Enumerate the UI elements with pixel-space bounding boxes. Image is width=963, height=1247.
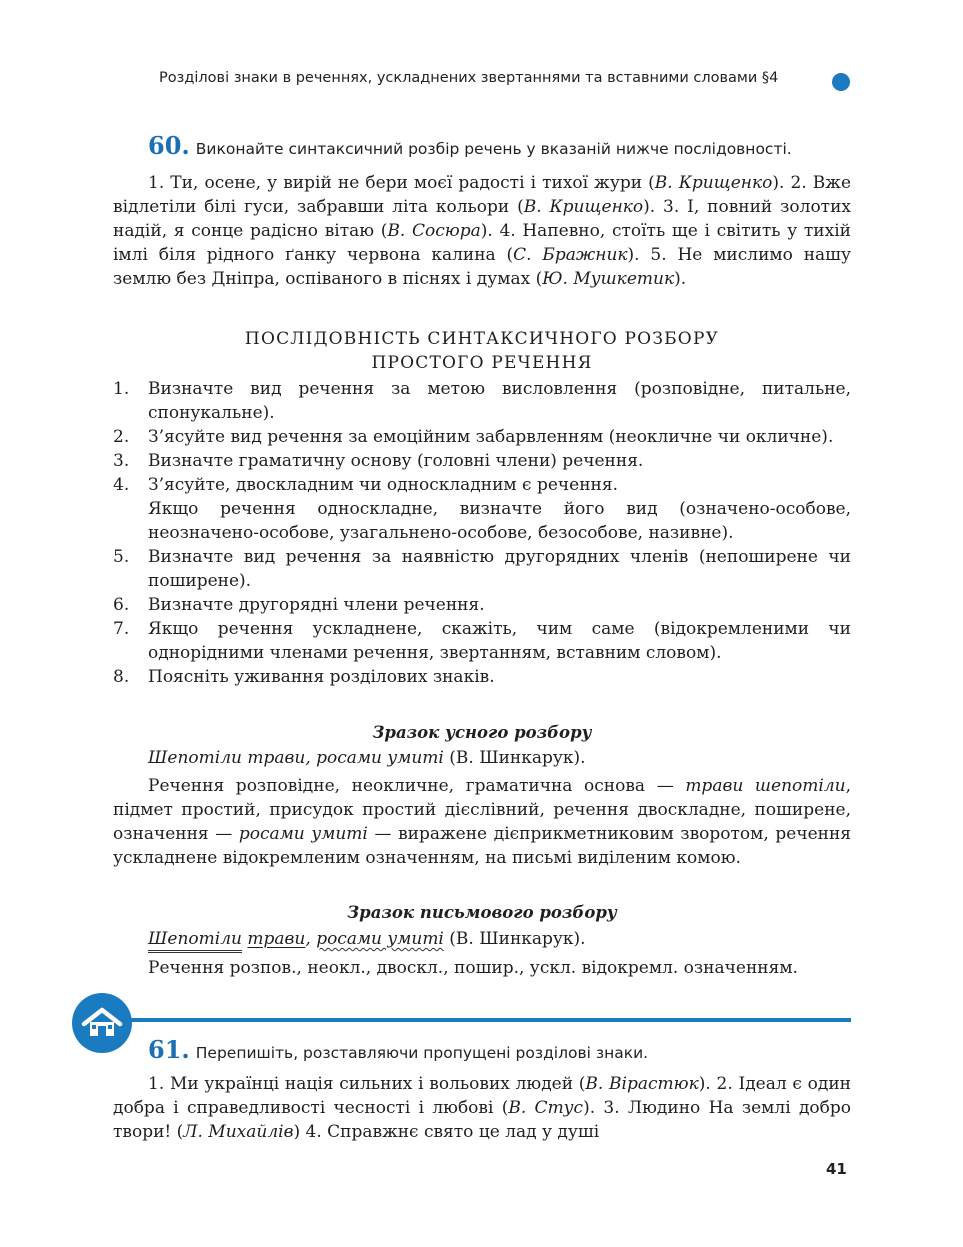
written-sample-heading: Зразок письмового розбору: [347, 903, 617, 922]
step-number: 8.: [113, 667, 130, 687]
step-number: 1.: [113, 379, 130, 399]
oral-sample-sentence-line: [148, 748, 586, 768]
text-run: ) 4. Справжнє свято це лад у душі: [293, 1122, 600, 1142]
subject-single-underline: трави: [247, 929, 306, 949]
exercise-number: 60.: [148, 131, 190, 160]
homework-badge: [72, 993, 132, 1053]
exercise-instruction: Виконайте синтаксичний розбір речень у вказаній нижче послідовності.: [195, 140, 792, 158]
text-run: 1. Ти, осене, у вирій не бери моєї радості і тихої жури (: [148, 173, 655, 193]
exercise-60-title: [148, 131, 792, 160]
italic-run: В. Стус: [508, 1098, 584, 1118]
step-number: 2.: [113, 427, 130, 447]
exercise-60-text: [113, 171, 851, 291]
italic-run: трави шепотіли: [685, 776, 846, 796]
italic-run: В. Вірастюк: [585, 1074, 699, 1094]
text-run: ). 3. І, повний золотих надій, я сонце радісно вітаю (: [113, 197, 851, 241]
sequence-title-line-2: ПРОСТОГО РЕЧЕННЯ: [371, 353, 593, 373]
analysis-step: [113, 473, 851, 545]
oral-sample-author: (В. Шинкарук).: [443, 748, 586, 768]
text-run: ). 4. Напевно, стоїть ще і світить у тихій імлі біля рідного ґанку червона калина (: [113, 221, 851, 265]
exercise-61-text: [113, 1072, 851, 1144]
analysis-step: [113, 593, 851, 617]
section-dot-icon: [832, 73, 850, 91]
step-number: 5.: [113, 547, 130, 567]
written-sample-sentence-line: [148, 929, 586, 949]
italic-run: С. Бражник: [513, 245, 628, 265]
italic-run: Ю. Мушкетик: [542, 269, 675, 289]
text-run: ).: [674, 269, 687, 289]
attribute-wavy-underline: росами умиті: [316, 929, 444, 949]
text-run: Речення розповідне, неокличне, граматична основа —: [148, 776, 686, 796]
text-run: , підмет простий, присудок простий дієслівний, речення двоскладне, поширене, означення —: [113, 776, 851, 844]
written-sample-author: (В. Шинкарук).: [443, 929, 586, 949]
italic-run: В. Крищенко: [523, 197, 644, 217]
written-sample-summary: Речення розпов., неокл., двоскл., пошир., ускл. відокремл. означенням.: [148, 958, 798, 978]
exercise-61-title: [148, 1035, 648, 1064]
analysis-steps-list: [113, 377, 851, 689]
step-number: 4.: [113, 475, 130, 495]
homework-divider: [113, 1018, 851, 1022]
analysis-step: [113, 665, 851, 689]
text-run: 1. Ми українці нація сильних і вольових людей (: [148, 1074, 586, 1094]
text-run: ). 2. Ідеал є один добра і справедливості чесності і любові (: [113, 1074, 852, 1118]
analysis-step: [113, 377, 851, 425]
text-run: ). 5. Не мислимо нашу землю без Дніпра, оспіваного в піснях і думах (: [113, 245, 851, 289]
predicate-double-underline: Шепотіли: [148, 929, 242, 953]
italic-run: В. Крищенко: [654, 173, 773, 193]
step-text: Поясніть уживання розділових знаків.: [148, 667, 495, 687]
text-run: ). 3. Людино На землі добро твори! (: [113, 1098, 851, 1142]
exercise-number: 61.: [148, 1035, 190, 1064]
italic-run: росами умиті: [238, 824, 368, 844]
sequence-title-line-1: ПОСЛІДОВНІСТЬ СИНТАКСИЧНОГО РОЗБОРУ: [244, 329, 720, 349]
step-text: З’ясуйте, двоскладним чи односкладним є речення.: [148, 475, 618, 495]
home-icon: [72, 993, 132, 1053]
step-text: Визначте вид речення за наявністю другорядних членів (непоширене чи поширене).: [148, 547, 851, 591]
text-run: — виражене дієприкметниковим зворотом, речення ускладнене відокремленим означенням, на письмі виділеним комою.: [113, 824, 852, 868]
step-text: Визначте вид речення за метою висловлення (розповідне, питальне, спонукальне).: [148, 379, 851, 423]
step-number: 6.: [113, 595, 130, 615]
step-text: Визначте другорядні члени речення.: [148, 595, 485, 615]
step-number: 7.: [113, 619, 130, 639]
italic-run: В. Сосюра: [387, 221, 481, 241]
oral-sample-sentence: Шепотіли трави, росами умиті: [148, 748, 444, 768]
written-sample-comma: ,: [305, 929, 317, 949]
analysis-step: [113, 545, 851, 593]
step-number: 3.: [113, 451, 130, 471]
analysis-step: [113, 449, 851, 473]
analysis-step: [113, 425, 851, 449]
oral-sample-analysis: [113, 774, 851, 870]
analysis-step: [113, 617, 851, 665]
page-number: 41: [826, 1160, 847, 1178]
running-header: Розділові знаки в реченнях, ускладнених звертаннями та вставними словами §4: [159, 70, 779, 86]
text-run: ). 2. Вже відлетіли білі гуси, забравши літа кольори (: [113, 173, 852, 217]
step-text: Якщо речення ускладнене, скажіть, чим саме (відокремленими чи однорідними членами речення, звертанням, вставним словом).: [148, 619, 851, 663]
exercise-instruction: Перепишіть, розставляючи пропущені розділові знаки.: [195, 1044, 649, 1062]
step-text: З’ясуйте вид речення за емоційним забарвленням (неокличне чи окличне).: [148, 427, 834, 447]
italic-run: Л. Михайлів: [183, 1122, 294, 1142]
step-note: Якщо речення односкладне, визначте його вид (означено-особове, неозначено-особове, узагальнено-особове, безособове, називне).: [148, 499, 851, 543]
step-text: Визначте граматичну основу (головні члени) речення.: [148, 451, 644, 471]
oral-sample-heading: Зразок усного розбору: [372, 723, 592, 742]
